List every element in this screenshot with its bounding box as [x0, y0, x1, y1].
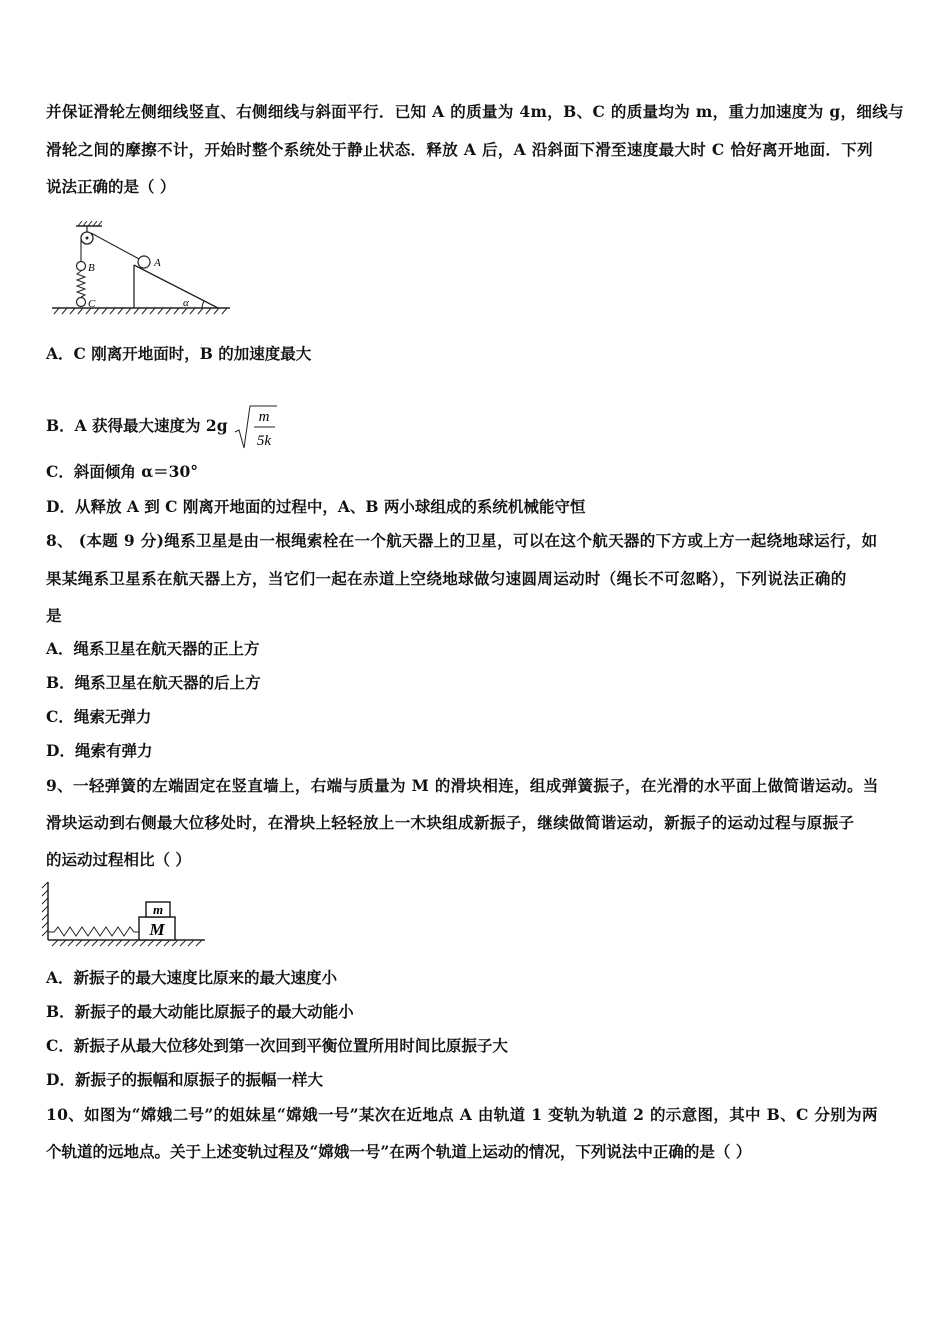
ball-a-icon — [138, 256, 150, 268]
sqrt-denominator: 5k — [256, 433, 272, 449]
label-b: B — [88, 262, 95, 274]
label-c: C — [88, 298, 96, 310]
q8-stem-line-2: 果某绳系卫星系在航天器上方，当它们一起在赤道上空绕地球做匀速圆周运动时（绳长不可忽略），下列说法正确的 — [46, 569, 847, 588]
q7-figure-pulley-incline — [50, 220, 240, 320]
q8-option-d: D．绳索有弹力 — [46, 741, 153, 760]
q9-option-c: C．新振子从最大位移处到第一次回到平衡位置所用时间比原振子大 — [46, 1036, 508, 1055]
q7-option-d: D．从释放 A 到 C 刚离开地面的过程中，A、B 两小球组成的系统机械能守恒 — [46, 497, 586, 516]
q9-figure-spring-oscillator — [40, 880, 210, 950]
q7-stem-line-1: 并保证滑轮左侧细线竖直、右侧细线与斜面平行．已知 A 的质量为 4m，B、C 的质量均为 m，重力加速度为 g，细线与 — [46, 102, 904, 121]
q10-stem-line-1: 10、如图为“嫦娥二号”的姐妹星“嫦娥一号”某次在近地点 A 由轨道 1 变轨为轨道 2 的示意图，其中 B、C 分别为两 — [46, 1105, 878, 1124]
q9-stem-line-2: 滑块运动到右侧最大位移处时，在滑块上轻轻放上一木块组成新振子，继续做简谐运动，新振子的运动过程与原振子 — [46, 813, 855, 832]
sqrt-formula — [233, 402, 277, 452]
q9-option-a: A．新振子的最大速度比原来的最大速度小 — [46, 968, 338, 987]
label-big-m: M — [149, 920, 165, 939]
q9-option-d: D．新振子的振幅和原振子的振幅一样大 — [46, 1070, 323, 1089]
label-a: A — [154, 257, 161, 269]
q8-stem-line-3: 是 — [46, 606, 62, 625]
q7-stem-line-3: 说法正确的是（ ） — [46, 177, 176, 196]
label-alpha: α — [183, 297, 189, 309]
q10-stem-line-2: 个轨道的远地点。关于上述变轨过程及“嫦娥一号”在两个轨道上运动的情况，下列说法中正确的是（ ） — [46, 1142, 752, 1161]
ball-b-icon — [77, 262, 86, 271]
q7-option-c: C．斜面倾角 α＝30° — [46, 462, 198, 481]
q8-option-b: B．绳系卫星在航天器的后上方 — [46, 673, 261, 692]
q7-option-b-prefix: B．A 获得最大速度为 2g — [46, 416, 228, 435]
q7-stem-line-2: 滑轮之间的摩擦不计，开始时整个系统处于静止状态．释放 A 后，A 沿斜面下滑至速度最大时 C 恰好离开地面．下列 — [46, 140, 873, 159]
spring-icon — [77, 271, 85, 297]
spring-icon — [48, 927, 139, 936]
q8-stem-line-1: 8、 (本题 9 分)绳系卫星是由一根绳索栓在一个航天器上的卫星，可以在这个航天器的下方或上方一起绕地球运行，如 — [46, 531, 878, 550]
label-small-m: m — [152, 902, 164, 917]
q9-option-b: B．新振子的最大动能比原振子的最大动能小 — [46, 1002, 354, 1021]
q8-option-a: A．绳系卫星在航天器的正上方 — [46, 639, 260, 658]
q8-option-c: C．绳索无弹力 — [46, 707, 152, 726]
ball-c-icon — [77, 298, 86, 307]
q9-stem-line-1: 9、一轻弹簧的左端固定在竖直墙上，右端与质量为 M 的滑块相连，组成弹簧振子，在光滑的水平面上做简谐运动。当 — [46, 776, 879, 795]
sqrt-numerator: m — [258, 409, 270, 425]
q7-option-b — [46, 402, 277, 452]
q9-stem-line-3: 的运动过程相比（ ） — [46, 850, 191, 869]
q7-option-a: A．C 刚离开地面时，B 的加速度最大 — [46, 344, 312, 363]
